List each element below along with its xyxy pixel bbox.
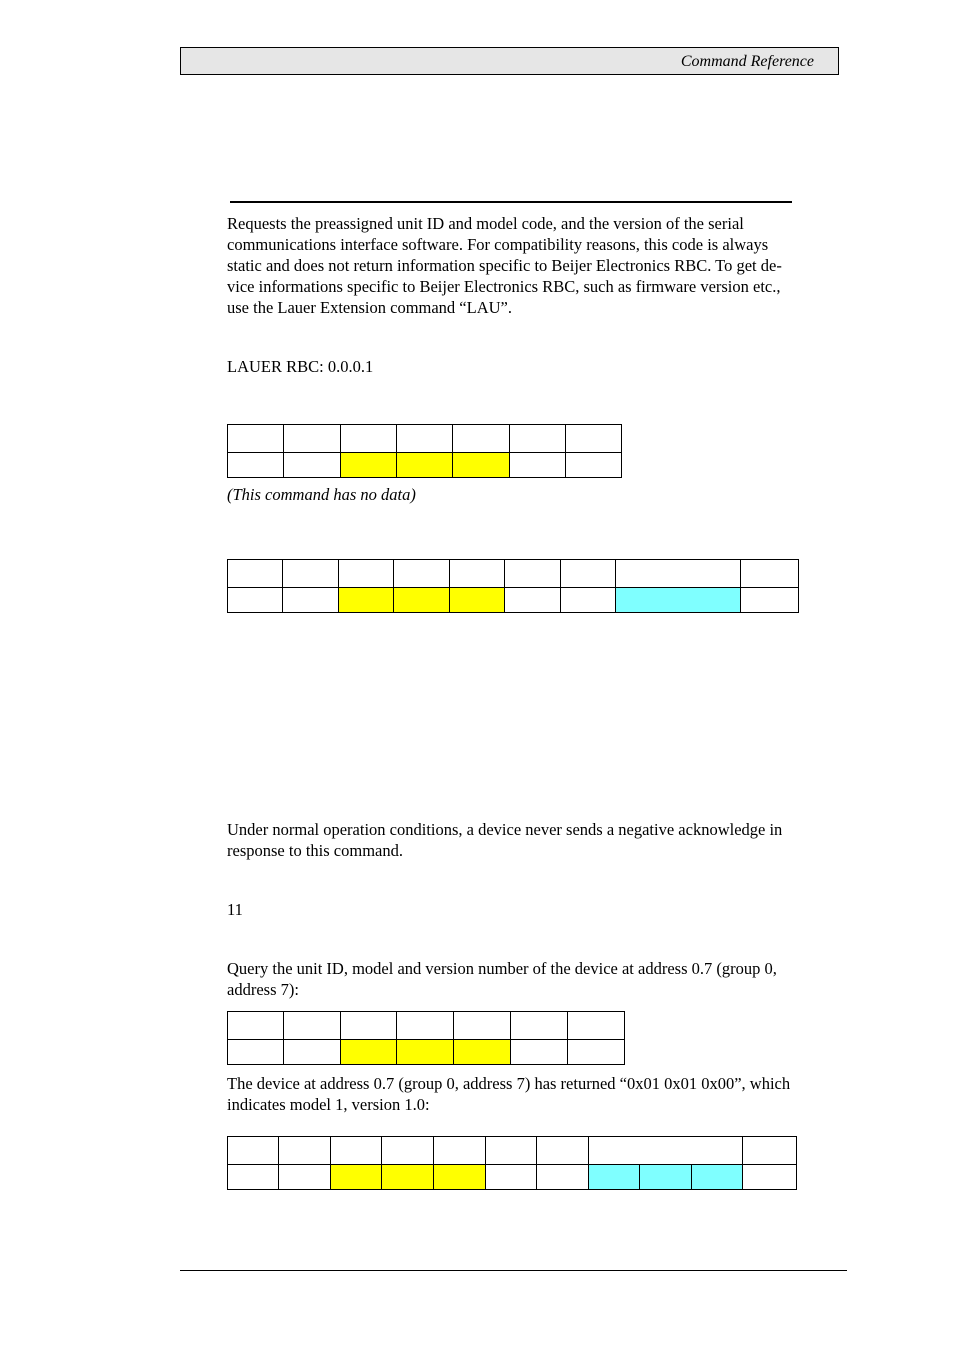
table-cell — [283, 560, 339, 588]
table-cell — [228, 425, 284, 453]
command-cell — [339, 588, 394, 613]
table-cell — [566, 453, 622, 478]
table-cell — [331, 1137, 382, 1165]
table-cell — [279, 1137, 331, 1165]
data-cell — [589, 1165, 640, 1190]
table-cell — [228, 1165, 279, 1190]
table-cell — [510, 453, 566, 478]
command-cell — [394, 588, 450, 613]
table-cell — [341, 1012, 397, 1040]
example-line: address 7): — [227, 980, 299, 999]
table-cell — [510, 425, 566, 453]
table-cell — [511, 1040, 568, 1065]
command-cell — [341, 1040, 397, 1065]
description-line: use the Lauer Extension command “LAU”. — [227, 298, 512, 317]
example-response-paragraph — [227, 1073, 799, 1115]
table-cell — [561, 588, 616, 613]
table-cell — [397, 1012, 454, 1040]
table-cell — [228, 1040, 284, 1065]
nack-line: response to this command. — [227, 841, 403, 860]
description-line: vice informations specific to Beijer Electronics RBC, such as firmware version etc., — [227, 277, 781, 296]
command-cell — [450, 588, 505, 613]
table-cell — [741, 560, 799, 588]
table-cell — [505, 588, 561, 613]
command-cell — [331, 1165, 382, 1190]
table-cell — [284, 1040, 341, 1065]
command-code: 11 — [227, 900, 243, 919]
table-cell — [228, 1137, 279, 1165]
example-query-table — [227, 1011, 625, 1065]
table-cell — [284, 425, 341, 453]
no-data-note: (This command has no data) — [227, 485, 416, 504]
table-cell — [537, 1137, 589, 1165]
table-cell — [505, 560, 561, 588]
table-cell — [454, 1012, 511, 1040]
command-cell — [453, 453, 510, 478]
example-line: Query the unit ID, model and version number of the device at address 0.7 (group 0, — [227, 959, 777, 978]
table-cell — [228, 1012, 284, 1040]
table-cell — [486, 1165, 537, 1190]
table-cell — [616, 560, 741, 588]
data-cell — [616, 588, 741, 613]
table-cell — [434, 1137, 486, 1165]
table-cell — [589, 1137, 743, 1165]
table-cell — [450, 560, 505, 588]
table-cell — [568, 1012, 625, 1040]
table-cell — [537, 1165, 589, 1190]
table-cell — [283, 588, 339, 613]
table-cell — [341, 425, 397, 453]
command-cell — [454, 1040, 511, 1065]
table-cell — [228, 453, 284, 478]
command-cell — [341, 453, 397, 478]
table-cell — [382, 1137, 434, 1165]
example-response-table — [227, 1136, 797, 1190]
command-cell — [397, 1040, 454, 1065]
command-cell — [382, 1165, 434, 1190]
table-cell — [228, 560, 283, 588]
query-frame-table — [227, 424, 622, 478]
example-line: The device at address 0.7 (group 0, address 7) has returned “0x01 0x01 0x00”, which — [227, 1074, 791, 1093]
lauer-rbc-version: LAUER RBC: 0.0.0.1 — [227, 357, 374, 376]
table-cell — [743, 1137, 797, 1165]
page-header — [180, 47, 839, 75]
description-line: communications interface software. For compatibility reasons, this code is always — [227, 235, 769, 254]
response-frame-table — [227, 559, 799, 613]
nack-paragraph — [227, 819, 799, 861]
example-line: indicates model 1, version 1.0: — [227, 1095, 430, 1114]
footer-rule — [180, 1270, 847, 1271]
table-cell — [486, 1137, 537, 1165]
data-cell — [640, 1165, 692, 1190]
example-query-paragraph — [227, 958, 799, 1000]
command-cell — [397, 453, 453, 478]
data-cell — [692, 1165, 743, 1190]
table-cell — [561, 560, 616, 588]
header-title: Command Reference — [680, 53, 814, 70]
table-cell — [279, 1165, 331, 1190]
section-rule — [230, 201, 792, 203]
table-cell — [566, 425, 622, 453]
table-cell — [397, 425, 453, 453]
table-cell — [741, 588, 799, 613]
table-cell — [453, 425, 510, 453]
table-cell — [743, 1165, 797, 1190]
description-paragraph — [227, 213, 799, 318]
table-cell — [339, 560, 394, 588]
nack-line: Under normal operation conditions, a device never sends a negative acknowledge in — [227, 820, 783, 839]
table-cell — [284, 1012, 341, 1040]
description-line: Requests the preassigned unit ID and model code, and the version of the serial — [227, 214, 744, 233]
table-cell — [511, 1012, 568, 1040]
table-cell — [394, 560, 450, 588]
description-line: static and does not return information specific to Beijer Electronics RBC. To get de- — [227, 256, 782, 275]
command-cell — [434, 1165, 486, 1190]
table-cell — [568, 1040, 625, 1065]
table-cell — [284, 453, 341, 478]
table-cell — [228, 588, 283, 613]
